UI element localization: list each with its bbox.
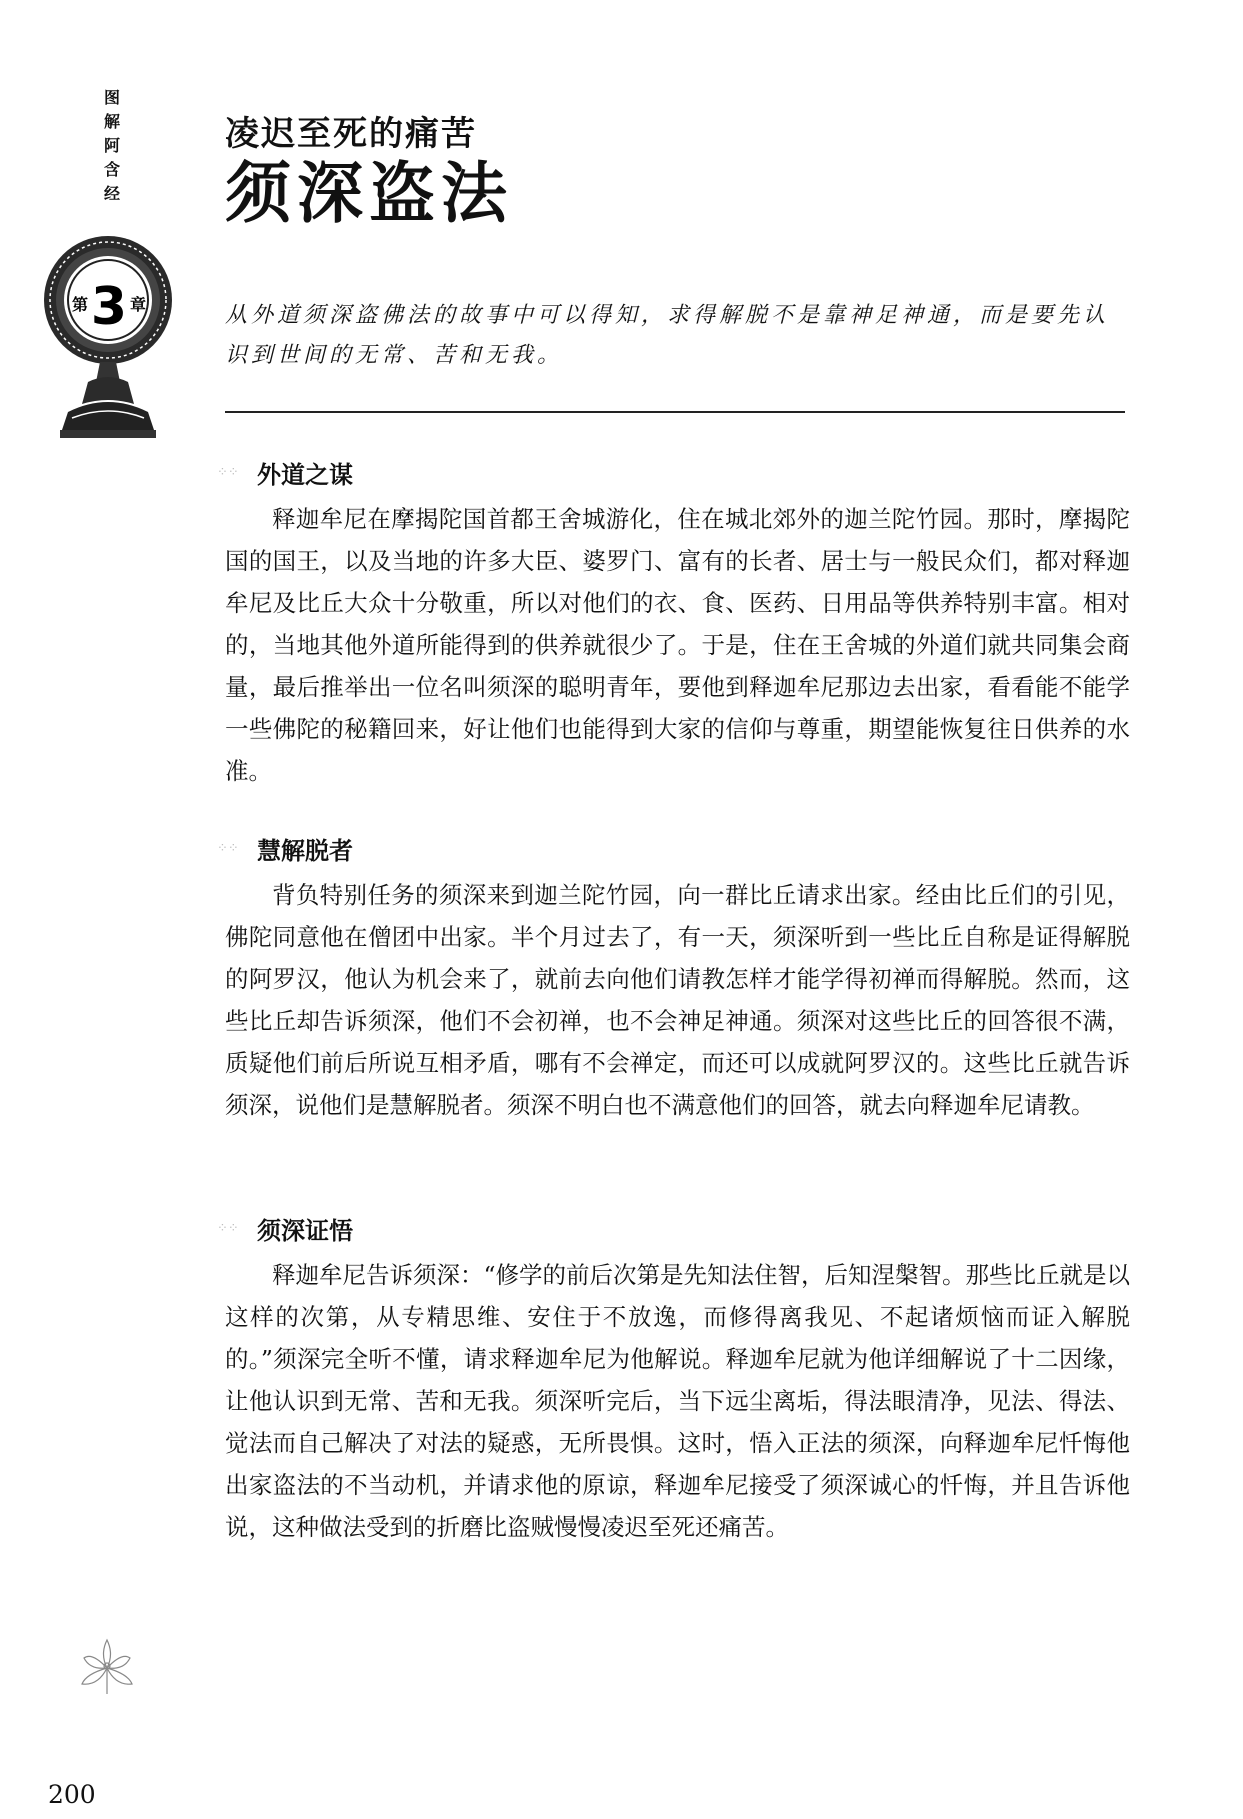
badge-ornament-icon	[44, 236, 172, 438]
section-body: 释迦牟尼告诉须深：“修学的前后次第是先知法住智，后知涅槃智。那些比丘就是以这样的次第，从专精思维、安住于不放逸，而修得离我见、不起诸烦恼而证入解脱的。”须深完全听不懂，请求释迦牟尼为他解说。释迦牟尼就为他详细解说了十二因缘，让他认识到无常、苦和无我。须深听完后，当下远尘离垢，得法眼清净，见法、得法、觉法而自己解决了对法的疑惑，无所畏惧。这时，悟入正法的须深，向释迦牟尼忏悔他出家盗法的不当动机，并请求他的原谅，释迦牟尼接受了须深诚心的忏悔，并且告诉他说，这种做法受到的折磨比盗贼慢慢凌迟至死还痛苦。	[225, 1261, 1131, 1541]
book-title-char: 阿	[103, 136, 120, 155]
section-mark-icon: ⁘⁘	[217, 1220, 239, 1236]
book-title-char: 图	[103, 88, 120, 107]
book-title-char: 解	[103, 112, 120, 131]
section-body: 释迦牟尼在摩揭陀国首都王舍城游化，住在城北郊外的迦兰陀竹园。那时，摩揭陀国的国王，以及当地的许多大臣、婆罗门、富有的长者、居士与一般民众们，都对释迦牟尼及比丘大众十分敬重，所以对他们的衣、食、医药、日用品等供养特别丰富。相对的，当地其他外道所能得到的供养就很少了。于是，住在王舍城的外道们就共同集会商量，最后推举出一位名叫须深的聪明青年，要他到释迦牟尼那边去出家，看看能不能学一些佛陀的秘籍回来，好让他们也能得到大家的信仰与尊重，期望能恢复往日供养的水准。	[225, 505, 1130, 785]
book-title-char: 含	[103, 160, 120, 179]
lotus-flower-icon	[72, 1630, 142, 1700]
section-mark-icon: ⁘⁘	[217, 464, 239, 480]
section-heading: 慧解脱者	[257, 836, 353, 865]
section-heading: 须深证悟	[257, 1216, 353, 1245]
book-title-char: 经	[103, 184, 120, 203]
chapter-intro: 从外道须深盗佛法的故事中可以得知，求得解脱不是靠神足神通，而是要先认识到世间的无常、苦和无我。	[225, 303, 1110, 368]
chapter-subtitle: 凌迟至死的痛苦	[225, 114, 477, 154]
section	[217, 826, 1130, 1126]
badge-suffix: 章	[129, 295, 147, 314]
chapter-badge	[38, 232, 178, 444]
section	[217, 1206, 1131, 1548]
divider-rule	[225, 411, 1125, 413]
chapter-title: 须深盗法	[225, 154, 513, 232]
badge-prefix: 第	[71, 295, 89, 314]
section-body: 背负特别任务的须深来到迦兰陀竹园，向一群比丘请求出家。经由比丘们的引见，佛陀同意他在僧团中出家。半个月过去了，有一天，须深听到一些比丘自称是证得解脱的阿罗汉，他认为机会来了，就前去向他们请教怎样才能学得初禅而得解脱。然而，这些比丘却告诉须深，他们不会初禅，也不会神足神通。须深对这些比丘的回答很不满，质疑他们前后所说互相矛盾，哪有不会禅定，而还可以成就阿罗汉的。这些比丘就告诉须深，说他们是慧解脱者。须深不明白也不满意他们的回答，就去向释迦牟尼请教。	[225, 881, 1130, 1119]
section-mark-icon: ⁘⁘	[217, 840, 239, 856]
page-number: 200	[48, 1780, 96, 1809]
section	[217, 450, 1130, 792]
badge-number: 3	[90, 277, 128, 337]
section-heading: 外道之谋	[257, 460, 353, 489]
book-title-vertical	[98, 86, 126, 206]
